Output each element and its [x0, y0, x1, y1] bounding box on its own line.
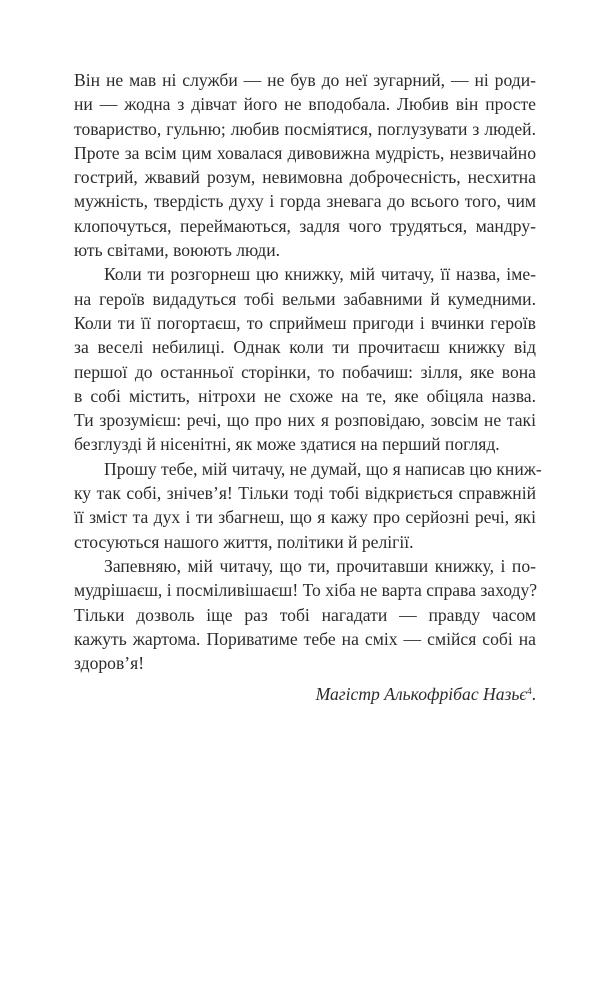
text-line: Коли ти її погортаєш, то сприймеш пригоди і вчинки героїв: [74, 312, 536, 333]
paragraph-2: [74, 262, 536, 456]
text-line: за веселі небилиці. Однак коли ти прочитаєш книжку від: [74, 337, 536, 358]
paragraph-3: [74, 457, 542, 554]
signature-end: .: [531, 684, 536, 705]
text-line: мудрішаєш, і посміливішаєш! То хіба не варта справа заходу?: [74, 580, 538, 601]
text-line: Коли ти розгорнеш цю книжку, мій читачу, її назва, іме-: [104, 264, 536, 285]
paragraph-4: [74, 554, 536, 675]
text-line: товариство, гульню; любив посміятися, поглузувати з людей.: [74, 118, 536, 139]
text-line: Проте за всім цим ховалася дивовижна мудрість, незвичайно: [74, 142, 536, 163]
text-line: кажуть жартома. Пориватиме тебе на сміх — смійся собі на: [74, 628, 536, 649]
page-text: [74, 68, 542, 707]
signature-name: Магістр Алькофрібас Назьє: [315, 684, 528, 705]
text-line: Прошу тебе, мій читачу, не думай, що я написав цю книж-: [104, 458, 542, 479]
text-line: ни — жодна з дівчат його не вподобала. Любив він просте: [74, 94, 536, 115]
text-line: клопочуться, переймаються, задля чого трудяться, мандру-: [74, 215, 536, 236]
text-line: її зміст та дух і ти збагнеш, що я кажу про серйозні речі, які: [74, 507, 536, 528]
text-line: безглузді й нісенітні, як може здатися на перший погляд.: [74, 434, 500, 455]
text-line: мужність, твердість духу і горда зневага до всього того, чим: [74, 191, 536, 212]
text-line: гострий, жвавий розум, невимовна доброчесність, несхитна: [74, 167, 536, 188]
text-line: Ти зрозумієш: речі, що про них я розповідаю, зовсім не такі: [74, 410, 536, 431]
text-line: Запевняю, мій читачу, що ти, прочитавши книжку, і по-: [104, 555, 536, 576]
author-signature: [74, 682, 536, 706]
text-line: в собі містить, нітрохи не схоже на те, яке обіцяла назва.: [74, 385, 536, 406]
text-line: Тільки дозволь іще раз тобі нагадати — правду часом: [74, 604, 536, 625]
text-line: ють світами, воюють люди.: [74, 240, 281, 261]
text-line: стосуються нашого життя, політики й релігії.: [74, 531, 414, 552]
text-line: ку так собі, знічев’я! Тільки тоді тобі відкриється справжній: [74, 483, 536, 504]
text-line: першої до останньої сторінки, то побачиш: зілля, яке вона: [74, 361, 536, 382]
text-line: на героїв видадуться тобі вельми забавними й кумедними.: [74, 288, 536, 309]
footnote-marker: 4: [527, 686, 532, 697]
text-line: здоров’я!: [74, 653, 145, 674]
paragraph-1: [74, 68, 536, 262]
text-line: Він не мав ні служби — не був до неї зугарний, — ні роди-: [74, 70, 536, 90]
